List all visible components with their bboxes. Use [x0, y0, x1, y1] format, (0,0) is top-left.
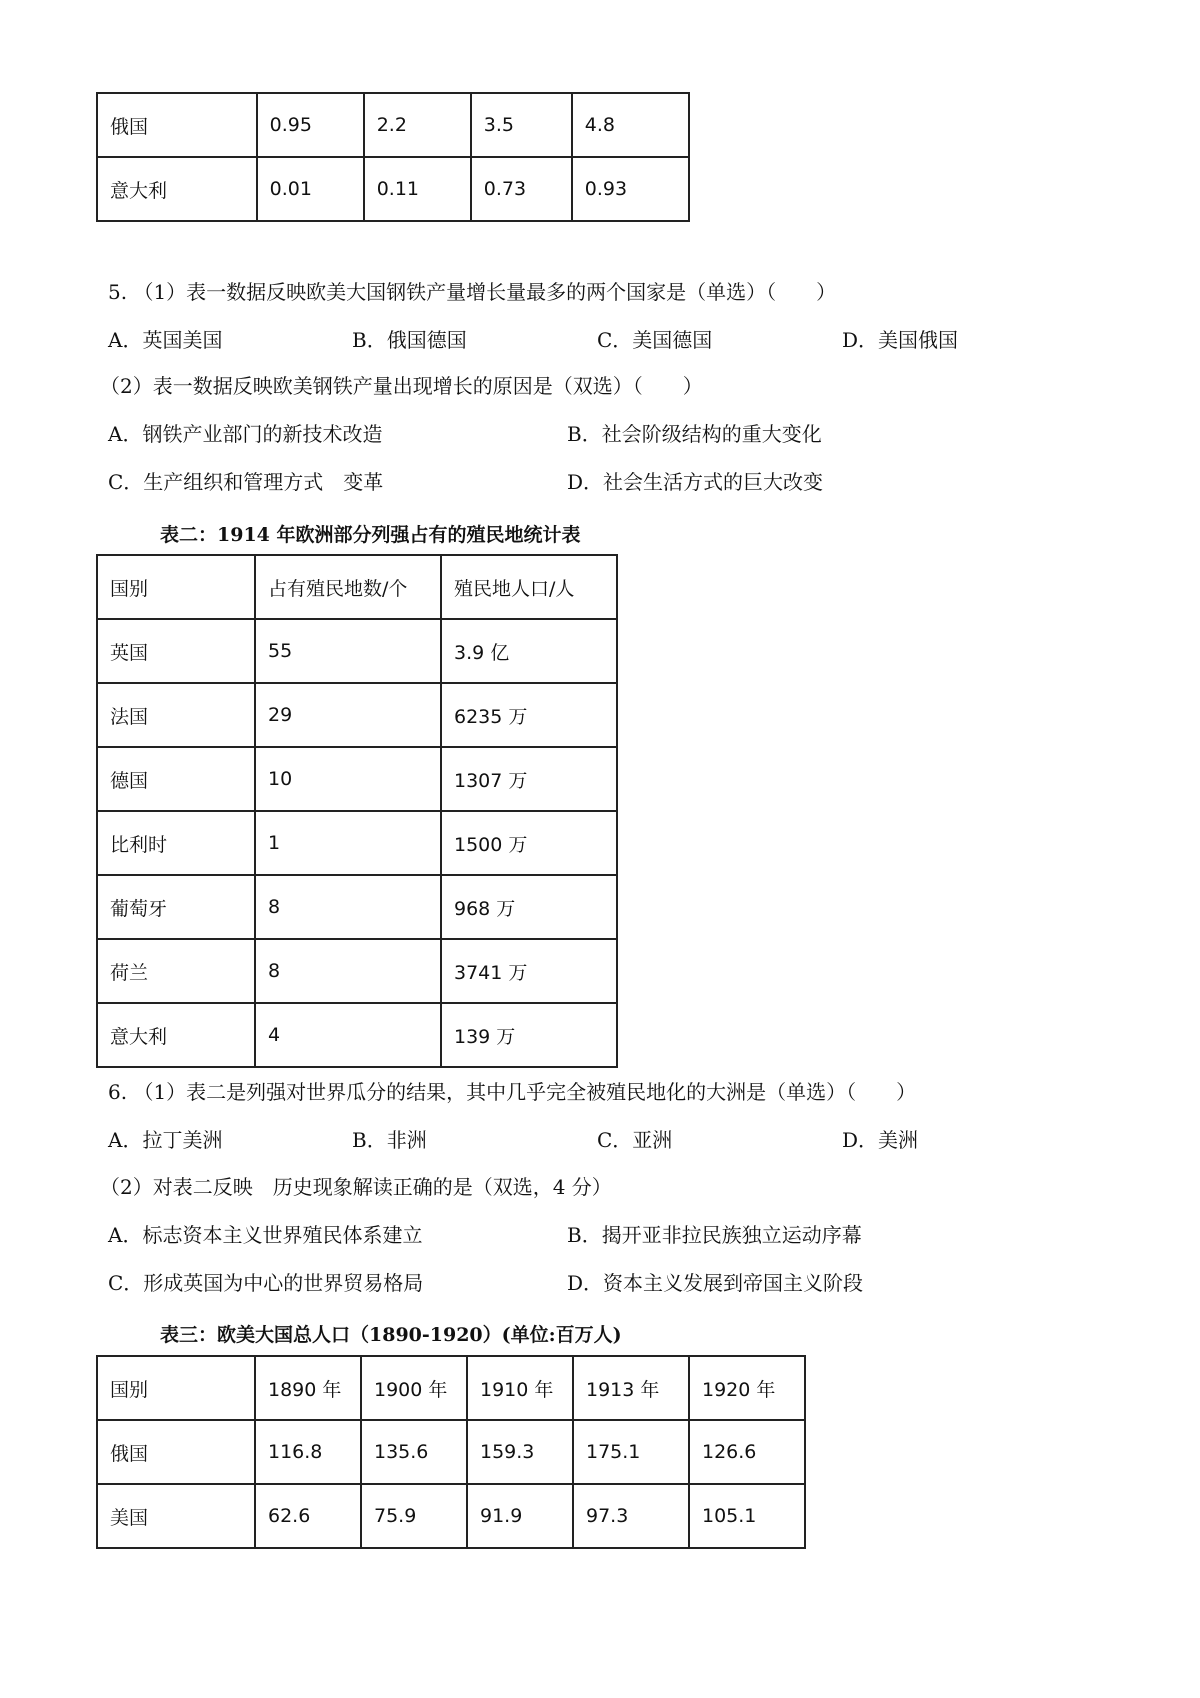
- table-1-partial: [96, 92, 690, 222]
- table-row: [97, 1356, 805, 1420]
- table-cell: 116.8: [255, 1420, 361, 1484]
- table-2: [96, 554, 618, 1068]
- table-cell: 0.11: [364, 157, 471, 221]
- table-cell: 3741 万: [441, 939, 617, 1003]
- table-row: [97, 747, 617, 811]
- table-cell: 德国: [97, 747, 255, 811]
- question-6-part-2: （2）对表二反映 历史现象解读正确的是（双选，4 分）: [100, 1175, 612, 1199]
- table-cell: 8: [255, 875, 441, 939]
- table-cell: 1890 年: [255, 1356, 361, 1420]
- table-cell: 俄国: [97, 93, 257, 157]
- table-cell: 75.9: [361, 1484, 467, 1548]
- table-cell: 国别: [97, 555, 255, 619]
- table-cell: 0.95: [257, 93, 364, 157]
- table-cell: 国别: [97, 1356, 255, 1420]
- table-cell: 159.3: [467, 1420, 573, 1484]
- question-5-part-2: （2）表一数据反映欧美钢铁产量出现增长的原因是（双选）（ ）: [100, 374, 703, 398]
- table-cell: 2.2: [364, 93, 471, 157]
- table-cell: 1910 年: [467, 1356, 573, 1420]
- table-cell: 126.6: [689, 1420, 805, 1484]
- table-cell: 意大利: [97, 1003, 255, 1067]
- table-3: [96, 1355, 806, 1549]
- table-cell: 0.73: [471, 157, 572, 221]
- option-a: A．钢铁产业部门的新技术改造: [108, 422, 383, 446]
- table-row: [97, 683, 617, 747]
- table-row: [97, 939, 617, 1003]
- table-cell: 29: [255, 683, 441, 747]
- table-cell: 91.9: [467, 1484, 573, 1548]
- option-a: A．拉丁美洲: [108, 1128, 223, 1152]
- table-cell: 1500 万: [441, 811, 617, 875]
- table-row: [97, 811, 617, 875]
- table-cell: 97.3: [573, 1484, 689, 1548]
- option-a: A．英国美国: [108, 328, 223, 352]
- table-cell: 1920 年: [689, 1356, 805, 1420]
- table-cell: 3.9 亿: [441, 619, 617, 683]
- table-cell: 1: [255, 811, 441, 875]
- option-d: D．美国俄国: [842, 328, 959, 352]
- question-5-part-1: 5. （1）表一数据反映欧美大国钢铁产量增长量最多的两个国家是（单选）（ ）: [108, 280, 837, 304]
- table-cell: 荷兰: [97, 939, 255, 1003]
- option-c: C．美国德国: [597, 328, 713, 352]
- table-cell: 殖民地人口/人: [441, 555, 617, 619]
- table-cell: 10: [255, 747, 441, 811]
- option-b: B．俄国德国: [352, 328, 467, 352]
- table-cell: 意大利: [97, 157, 257, 221]
- table-cell: 968 万: [441, 875, 617, 939]
- option-c: C．形成英国为中心的世界贸易格局: [108, 1271, 424, 1295]
- table-cell: 6235 万: [441, 683, 617, 747]
- table-row: [97, 93, 689, 157]
- option-b: B．非洲: [352, 1128, 427, 1152]
- table-3-caption: 表三：欧美大国总人口（1890-1920）(单位:百万人): [160, 1324, 622, 1346]
- table-cell: 占有殖民地数/个: [255, 555, 441, 619]
- table-cell: 175.1: [573, 1420, 689, 1484]
- table-row: [97, 1484, 805, 1548]
- option-b: B．揭开亚非拉民族独立运动序幕: [567, 1223, 862, 1247]
- table-cell: 1913 年: [573, 1356, 689, 1420]
- table-cell: 美国: [97, 1484, 255, 1548]
- table-row: [97, 1420, 805, 1484]
- table-cell: 139 万: [441, 1003, 617, 1067]
- table-cell: 1307 万: [441, 747, 617, 811]
- table-cell: 0.01: [257, 157, 364, 221]
- table-cell: 4.8: [572, 93, 689, 157]
- table-row: [97, 157, 689, 221]
- option-d: D．美洲: [842, 1128, 919, 1152]
- table-cell: 135.6: [361, 1420, 467, 1484]
- table-cell: 4: [255, 1003, 441, 1067]
- table-row: [97, 619, 617, 683]
- option-a: A．标志资本主义世界殖民体系建立: [108, 1223, 423, 1247]
- option-b: B．社会阶级结构的重大变化: [567, 422, 822, 446]
- option-d: D．资本主义发展到帝国主义阶段: [567, 1271, 864, 1295]
- table-cell: 8: [255, 939, 441, 1003]
- table-cell: 105.1: [689, 1484, 805, 1548]
- table-cell: 俄国: [97, 1420, 255, 1484]
- table-cell: 3.5: [471, 93, 572, 157]
- table-cell: 1900 年: [361, 1356, 467, 1420]
- table-cell: 葡萄牙: [97, 875, 255, 939]
- question-6-part-1: 6. （1）表二是列强对世界瓜分的结果，其中几乎完全被殖民地化的大洲是（单选）（ ）: [108, 1080, 917, 1104]
- table-row: [97, 1003, 617, 1067]
- option-d: D．社会生活方式的巨大改变: [567, 470, 824, 494]
- table-cell: 55: [255, 619, 441, 683]
- table-cell: 英国: [97, 619, 255, 683]
- table-cell: 法国: [97, 683, 255, 747]
- table-cell: 0.93: [572, 157, 689, 221]
- table-2-caption: 表二：1914 年欧洲部分列强占有的殖民地统计表: [160, 524, 581, 546]
- option-c: C．生产组织和管理方式 变革: [108, 470, 384, 494]
- table-row: [97, 875, 617, 939]
- option-c: C．亚洲: [597, 1128, 673, 1152]
- table-cell: 比利时: [97, 811, 255, 875]
- table-row: [97, 555, 617, 619]
- table-cell: 62.6: [255, 1484, 361, 1548]
